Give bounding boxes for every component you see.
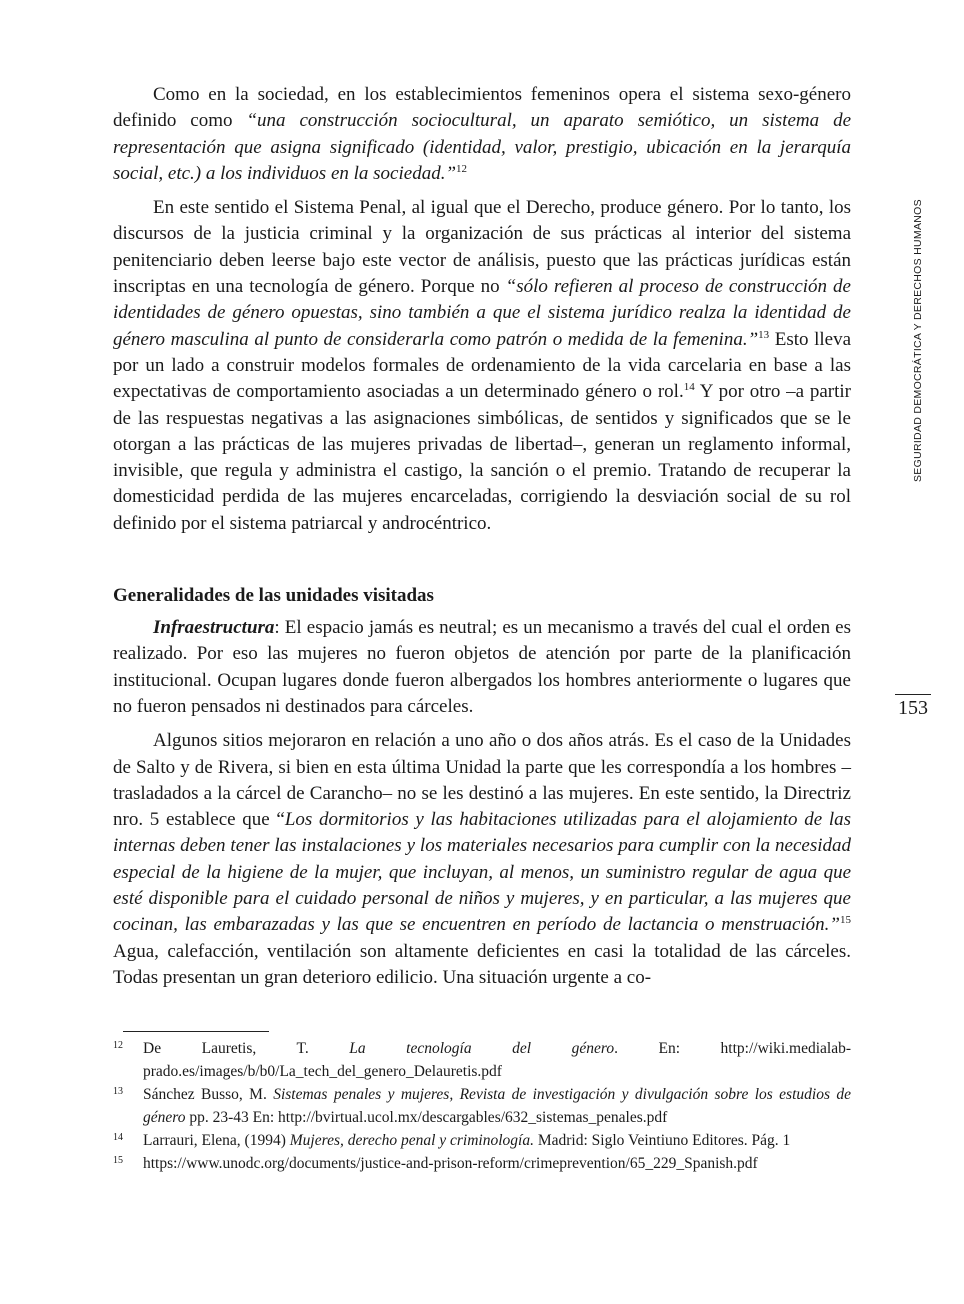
footnote-ref-13[interactable]: 13 xyxy=(758,328,770,341)
page-number-rule xyxy=(895,694,931,695)
body-text xyxy=(113,82,851,991)
footnote-separator xyxy=(123,1031,269,1032)
footnote-ref-14[interactable]: 14 xyxy=(683,381,695,394)
term-infraestructura: Infraestructura xyxy=(153,617,275,639)
quote-identidades-de-genero: “sólo refieren al proceso de construcción de identidades de género opuestas, sino también a que el sistema jurídico realza la identidad de género masculina al punto de considerarla como patrón o medida de la femenina.” xyxy=(113,276,851,350)
footnote-number: 15 xyxy=(113,1155,123,1166)
paragraph-1-text: Como en la sociedad, en los establecimientos femeninos opera el sistema sexo-género definido como xyxy=(113,84,851,132)
footnote-number: 13 xyxy=(113,1086,123,1097)
section-heading: Generalidades de las unidades visitadas xyxy=(113,585,434,607)
paragraph-2-text-a: En este sentido el Sistema Penal, al igual que el Derecho, produce género. Por lo tanto, los discursos de la justicia criminal y la organización de sus prácticas al interior del sistema penitenciario deben leerse bajo este vector de análisis, puesto que las prácticas jurídicas están inscriptas en una tecnología de género. Porque no xyxy=(113,197,851,298)
paragraph-4-text-b: Agua, calefacción, ventilación son altamente deficientes en casi la totalidad de las cárceles. Todas presentan un gran deterioro edilicio. Una situación urgente a co- xyxy=(113,940,851,988)
footnote-link[interactable]: https://www.unodc.org/documents/justice-and-prison-reform/crimeprevention/65_229_Spanish.pdf xyxy=(143,1155,758,1172)
footnote-text: Larrauri, Elena, (1994) xyxy=(143,1132,290,1149)
footnotes xyxy=(113,1037,851,1175)
paragraph-4-text-a: Algunos sitios mejoraron en relación a uno año o dos años atrás. Es el caso de la Unidades de Salto y de Rivera, si bien en esta última Unidad la parte que les correspondía a los hombres –trasladados a la cárcel de Carancho– no se les destinó a las mujeres. En este sentido, la Directriz nro. 5 establece que “ xyxy=(113,730,851,831)
footnote-ref-12[interactable]: 12 xyxy=(456,162,468,175)
footnote-text: Sánchez Busso, M. xyxy=(143,1086,274,1103)
footnote-link[interactable]: . En: http://wiki.medialab-prado.es/images/b/b0/La_tech_del_genero_Delauretis.pdf xyxy=(143,1040,851,1080)
paragraph-4 xyxy=(113,728,851,991)
paragraph-3-text: : El espacio jamás es neutral; es un mecanismo a través del cual el orden es realizado. Por eso las mujeres no fueron objetos de atención por parte de la planificación institucional. Ocupan lugares donde fueron albergados los hombres anteriormente o lugares que no fueron pensados ni destinados para cárceles. xyxy=(113,617,851,717)
paragraph-2-text-b: Esto lleva por un lado a construir modelos formales de ordenamiento de la vida carcelaria en base a las expectativas de comportamiento asociadas a un determinado género o rol. xyxy=(113,328,851,403)
page-number: 153 xyxy=(898,697,928,719)
footnote-title: Sistemas penales y mujeres, Revista de investigación y divulgación sobre los estudios de género xyxy=(143,1086,851,1126)
footnote-text-end: Madrid: Siglo Veintiuno Editores. Pág. 1 xyxy=(533,1132,791,1149)
footnote-title: La tecnología del género xyxy=(349,1040,615,1057)
paragraph-2 xyxy=(113,195,851,537)
footnote-14 xyxy=(113,1129,851,1152)
footnote-link[interactable]: pp. 23-43 En: http://bvirtual.ucol.mx/descargables/632_sistemas_penales.pdf xyxy=(185,1109,668,1126)
paragraph-2-text-c: Y por otro –a partir de las respuestas negativas a las asignaciones simbólicas, de sentidos y significados que se le otorgan a las prácticas de las mujeres privadas de libertad–, generan un reglamento informal, invisible, que regula y administra el castigo, la sanción o el premio. Tratando de recuperar la domesticidad perdida de las mujeres encarceladas, corrigiendo la desviación social de su rol definido por el sistema patriarcal y androcéntrico. xyxy=(113,381,851,534)
footnote-15 xyxy=(113,1152,851,1175)
paragraph-1 xyxy=(113,82,851,187)
footnote-title: Mujeres, derecho penal y criminología. xyxy=(289,1132,534,1149)
running-header: SEGURIDAD DEMOCRÁTICA Y DERECHOS HUMANOS xyxy=(912,199,924,482)
footnote-text: De Lauretis, T. xyxy=(143,1040,350,1057)
quote-sistema-sexo-genero: “una construcción sociocultural, un aparato semiótico, un sistema de representación que asigna significado (identidad, valor, prestigio, ubicación en la jerarquía social, etc.) a los individuos en la sociedad.” xyxy=(113,110,852,184)
footnote-number: 12 xyxy=(113,1040,123,1051)
footnote-ref-15[interactable]: 15 xyxy=(840,914,851,927)
footnote-12 xyxy=(113,1037,851,1083)
footnote-number: 14 xyxy=(113,1132,123,1143)
paragraph-3 xyxy=(113,615,851,720)
quote-directriz-5: Los dormitorios y las habitaciones utilizadas para el alojamiento de las internas deben tener las instalaciones y los materiales necesarios para cumplir con la necesidad especial de la higiene de la mujer, que incluyan, al menos, un suministro regular de agua que esté disponible para el cuidado personal de niños y mujeres, y en particular, a las mujeres que cocinan, las embarazadas y las que se encuentren en período de lactancia o menstruación.” xyxy=(113,809,852,936)
footnote-13 xyxy=(113,1083,851,1129)
